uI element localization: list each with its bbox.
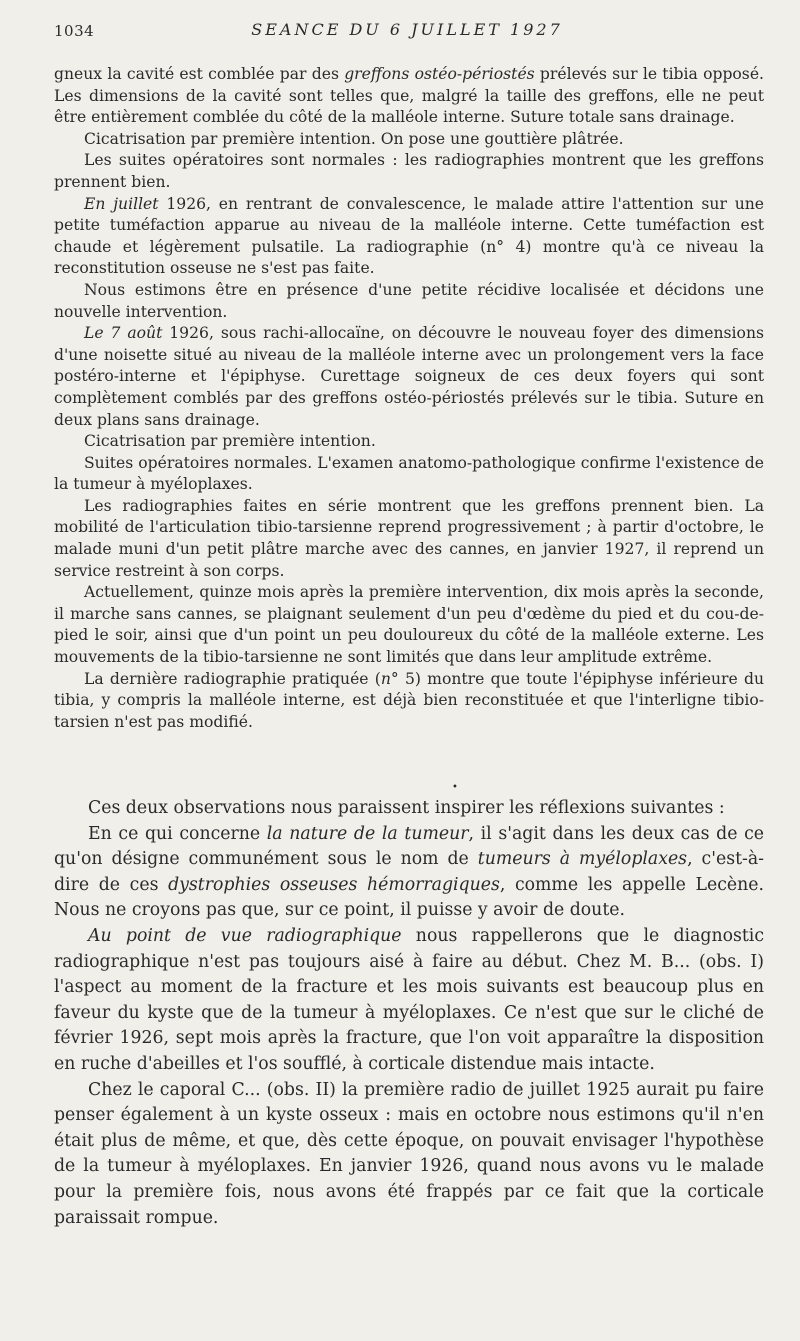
text-run: Actuellement, quinze mois après la première intervention, dix mois après la seconde, il marche sans cannes, se plaignant seulement d'un peu d'œdème du pied et du cou-de-pied le soir, ainsi que d'un point un peu douloureux du côté de la malléole externe. Les mouvements de la tibio-tarsienne ne sont limités que dans leur amplitude extrême. — [54, 583, 764, 667]
paragraph — [54, 822, 764, 924]
paragraph — [54, 129, 764, 151]
text-run: 5) montre que toute l'épiphyse inférieure du tibia, y compris la malléole interne, est déjà bien reconstituée et que l'interligne tibio-tarsien n'est pas modifié. — [54, 669, 764, 731]
text-run: Ces deux observations nous paraissent inspirer les réflexions suivantes : — [88, 798, 725, 818]
case-report-text — [54, 64, 764, 733]
text-run: Les suites opératoires sont normales : les radiographies montrent que les greffons prennent bien. — [54, 151, 764, 191]
running-head: SEANCE DU 6 JUILLET 1927 — [251, 20, 563, 39]
text-run: Les radiographies faites en série montrent que les greffons prennent bien. La mobilité de l'articulation tibio-tarsienne reprend progressivement ; à partir d'octobre, le malade muni d'un petit plâtre marche avec des cannes, en janvier 1927, il reprend un service restreint à son corps. — [54, 496, 764, 580]
text-run: Cicatrisation par première intention. On pose une gouttière plâtrée. — [84, 129, 624, 148]
text-run: La dernière radiographie pratiquée ( — [84, 669, 381, 688]
paragraph — [54, 924, 764, 1078]
italic-text: En juillet — [84, 194, 159, 213]
paragraph — [54, 496, 764, 582]
text-run: , comme les appelle Lecène. Nous ne croyons pas que, sur ce point, il puisse y avoir de doute. — [54, 874, 765, 921]
paragraph — [54, 1078, 764, 1232]
text-run: 1926, sous rachi-allocaïne, on découvre le nouveau foyer des dimensions d'une noisette situé au niveau de la malléole interne avec un prolongement vers la face postéro-interne et l'épiphyse. Curettage soigneux de ces deux foyers qui sont complètement comblés par des greffons ostéo-périostés prélevés sur le tibia. Suture en deux plans sans drainage. — [54, 324, 764, 429]
text-run: 1926, en rentrant de convalescence, le malade attire l'attention sur une petite tuméfaction apparue au niveau de la malléole interne. Cette tuméfaction est chaude et légèrement pulsatile. La radiographie (n° 4) montre qu'à ce niveau la reconstitution osseuse ne s'est pas faite. — [54, 194, 765, 278]
paragraph — [54, 453, 764, 496]
discussion-text — [54, 796, 764, 1231]
text-run: , c'est-à-dire de ces — [54, 849, 764, 895]
text-run: En ce qui concerne — [88, 823, 267, 844]
paragraph — [54, 150, 764, 193]
paragraph — [54, 669, 764, 734]
section-separator: • — [452, 782, 458, 793]
paragraph — [54, 194, 764, 280]
text-run: Suites opératoires normales. L'examen anatomo-pathologique confirme l'existence de la tumeur à myéloplaxes. — [54, 453, 764, 494]
text-run: Cicatrisation par première intention. — [84, 432, 376, 451]
italic-text: la nature de la tumeur — [266, 823, 469, 844]
italic-text: greffons ostéo-périostés — [344, 65, 535, 83]
paragraph — [54, 582, 764, 668]
text-run: , il s'agit dans les deux cas de ce qu'on désigne communément sous le nom de — [54, 823, 764, 870]
text-run: nous rappellerons que le diagnostic radiographique n'est pas toujours aisé à faire au début. Chez M. B... (obs. I) l'aspect au moment de la fracture et les mois suivants est beaucoup plus en faveur du kyste que de la tumeur à myéloplaxes. Ce n'est que sur le cliché de février 1926, sept mois après la fracture, que l'on voit apparaître la disposition en ruche d'abeilles et l'os soufflé, à corticale distendue mais intacte. — [54, 925, 764, 1074]
italic-text: n° — [380, 669, 399, 688]
italic-text: tumeurs à myéloplaxes — [477, 849, 688, 870]
italic-text: Au point de vue radiographique — [88, 925, 402, 946]
paragraph — [54, 280, 764, 323]
paragraph — [54, 431, 764, 453]
text-run: prélevés sur le tibia opposé. Les dimensions de la cavité sont telles que, malgré la taille des greffons, elle ne peut être entièrement comblée du côté de la malléole interne. Suture totale sans drainage. — [54, 65, 764, 127]
text-run: Chez le caporal C... (obs. II) la première radio de juillet 1925 aurait pu faire penser également à un kyste osseux : mais en octobre nous estimons qu'il n'en était plus de même, et que, dès cette époque, on pouvait envisager l'hypothèse de la tumeur à myéloplaxes. En janvier 1926, quand nous avons vu le malade pour la première fois, nous avons été frappés par ce fait que la corticale paraissait rompue. — [54, 1079, 764, 1228]
paragraph — [54, 323, 764, 431]
italic-text: Le 7 août — [84, 324, 163, 343]
page-header — [54, 20, 760, 46]
paragraph — [54, 64, 764, 129]
italic-text: dystrophies osseuses hémorragiques — [168, 874, 500, 895]
text-run: Nous estimons être en présence d'une petite récidive localisée et décidons une nouvelle intervention. — [54, 280, 764, 321]
paragraph — [54, 796, 764, 822]
text-run: gneux la cavité est comblée par des — [54, 65, 345, 83]
page-number: 1034 — [54, 22, 95, 40]
